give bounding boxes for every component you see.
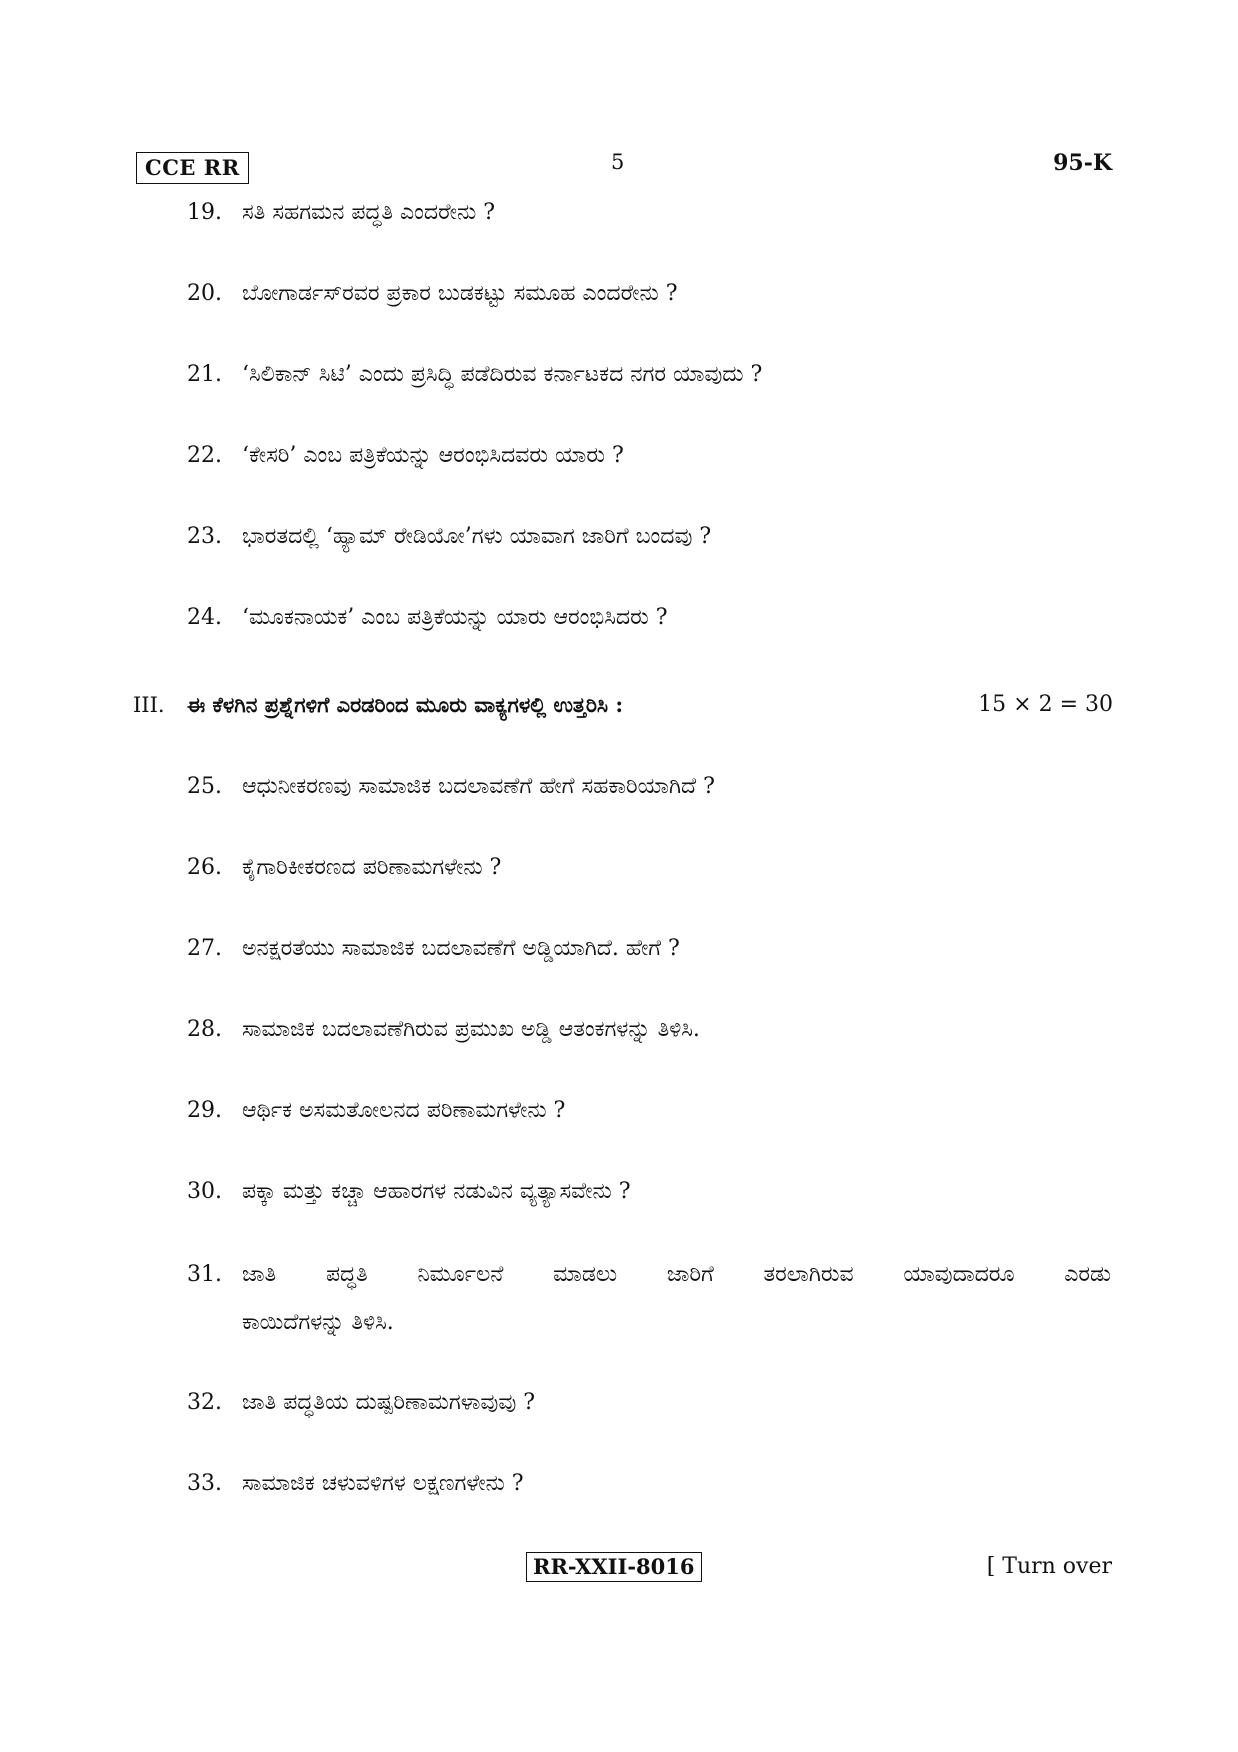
question-text: ‘ಕೇಸರಿ’ ಎಂಬ ಪತ್ರಿಕೆಯನ್ನು ಆರಂಭಿಸಿದವರು ಯಾರು ? <box>242 443 624 468</box>
question-28 <box>187 1017 700 1043</box>
page-number: 5 <box>611 150 625 174</box>
question-33 <box>187 1471 524 1497</box>
question-text: ಜಾತಿ ಪದ್ಧತಿಯ ದುಷ್ಪರಿಣಾಮಗಳಾವುವು ? <box>242 1390 536 1415</box>
question-31 <box>187 1262 1111 1337</box>
footer-paper-code: RR-XXII-8016 <box>526 1552 702 1582</box>
question-text: ಆಧುನೀಕರಣವು ಸಾಮಾಜಿಕ ಬದಲಾವಣೆಗೆ ಹೇಗೆ ಸಹಕಾರಿಯಾಗಿದೆ ? <box>242 774 715 799</box>
question-text: ಆರ್ಥಿಕ ಅಸಮತೋಲನದ ಪರಿಣಾಮಗಳೇನು ? <box>242 1098 566 1123</box>
question-29 <box>187 1098 565 1124</box>
question-number: 31. <box>187 1262 222 1287</box>
question-number: 24. <box>187 605 222 630</box>
question-text: ಪಕ್ಕಾ ಮತ್ತು ಕಚ್ಚಾ ಆಹಾರಗಳ ನಡುವಿನ ವ್ಯತ್ಯಾಸವೇನು ? <box>242 1179 631 1204</box>
section-marks: 15 × 2 = 30 <box>978 692 1113 717</box>
question-26 <box>187 855 501 881</box>
header-series-box: CCE RR <box>136 152 249 184</box>
question-text: ಸಾಮಾಜಿಕ ಬದಲಾವಣೆಗಿರುವ ಪ್ರಮುಖ ಅಡ್ಡಿ ಆತಂಕಗಳನ್ನು ತಿಳಿಸಿ. <box>242 1017 700 1042</box>
question-number: 29. <box>187 1098 222 1123</box>
question-text: ‘ಮೂಕನಾಯಕ’ ಎಂಬ ಪತ್ರಿಕೆಯನ್ನು ಯಾರು ಆರಂಭಿಸಿದರು ? <box>242 605 668 630</box>
question-number: 26. <box>187 855 222 880</box>
question-number: 20. <box>187 281 222 306</box>
question-text: ‘ಸಿಲಿಕಾನ್ ಸಿಟಿ’ ಎಂದು ಪ್ರಸಿದ್ಧಿ ಪಡೆದಿರುವ ಕರ್ನಾಟಕದ ನಗರ ಯಾವುದು ? <box>242 362 763 387</box>
paper-code: 95-K <box>1053 150 1112 176</box>
question-32 <box>187 1390 535 1416</box>
question-text: ಸಾಮಾಜಿಕ ಚಳುವಳಿಗಳ ಲಕ್ಷಣಗಳೇನು ? <box>242 1471 524 1496</box>
question-number: 32. <box>187 1390 222 1415</box>
section-iii-header <box>133 692 1113 718</box>
question-24 <box>187 605 668 631</box>
question-text: ಕೈಗಾರಿಕೀಕರಣದ ಪರಿಣಾಮಗಳೇನು ? <box>242 855 502 880</box>
question-number: 23. <box>187 524 222 549</box>
question-25 <box>187 774 715 800</box>
question-19 <box>187 200 495 226</box>
question-text: ಭಾರತದಲ್ಲಿ ‘ಹ್ಯಾಮ್ ರೇಡಿಯೋ’ಗಳು ಯಾವಾಗ ಜಾರಿಗೆ ಬಂದವು ? <box>242 524 712 549</box>
question-text: ಅನಕ್ಷರತೆಯು ಸಾಮಾಜಿಕ ಬದಲಾವಣೆಗೆ ಅಡ್ಡಿಯಾಗಿದೆ. ಹೇಗೆ ? <box>242 936 680 961</box>
question-number: 19. <box>187 200 222 225</box>
question-number: 21. <box>187 362 222 387</box>
question-22 <box>187 443 624 469</box>
question-21 <box>187 362 762 388</box>
question-23 <box>187 524 711 550</box>
question-30 <box>187 1179 631 1205</box>
section-roman-numeral: III. <box>133 693 165 717</box>
question-text-line-2: ಕಾಯಿದೆಗಳನ್ನು ತಿಳಿಸಿ. <box>242 1310 394 1336</box>
question-number: 28. <box>187 1017 222 1042</box>
question-number: 33. <box>187 1471 222 1496</box>
question-27 <box>187 936 680 962</box>
question-text-line-1: ಜಾತಿ ಪದ್ಧತಿ ನಿರ್ಮೂಲನೆ ಮಾಡಲು ಜಾರಿಗೆ ತರಲಾಗಿರುವ ಯಾವುದಾದರೂ ಎರಡು <box>242 1262 1111 1287</box>
question-number: 27. <box>187 936 222 961</box>
question-number: 25. <box>187 774 222 799</box>
question-text: ಸತಿ ಸಹಗಮನ ಪದ್ಧತಿ ಎಂದರೇನು ? <box>242 200 496 225</box>
section-heading: ಈ ಕೆಳಗಿನ ಪ್ರಶ್ನೆಗಳಿಗೆ ಎರಡರಿಂದ ಮೂರು ವಾಕ್ಯಗಳಲ್ಲಿ ಉತ್ತರಿಸಿ : <box>187 692 624 717</box>
question-number: 22. <box>187 443 222 468</box>
question-text: ಬೋಗಾರ್ಡಸ್‌ರವರ ಪ್ರಕಾರ ಬುಡಕಟ್ಟು ಸಮೂಹ ಎಂದರೇನು ? <box>242 281 678 306</box>
question-20 <box>187 281 678 307</box>
turn-over-note: [ Turn over <box>986 1554 1112 1579</box>
question-number: 30. <box>187 1179 222 1204</box>
